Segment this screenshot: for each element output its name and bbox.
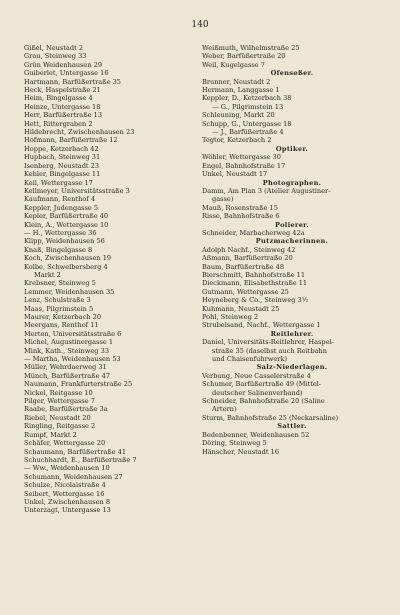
directory-entry: Damm, Am Plan 3 (Atelier Augustiner- — [202, 186, 331, 195]
directory-entry: Ringling, Reitgasse 2 — [24, 422, 96, 431]
directory-entry: Kehler, Bingelgasse 11 — [24, 170, 101, 179]
directory-entry: Isenberg, Neustadt 23 — [24, 161, 100, 170]
directory-entry: — Martha, Weidenhausen 53 — [24, 355, 121, 364]
directory-entry: Klipp, Weidenhausen 56 — [24, 237, 105, 246]
directory-entry: Schumann, Weidenhausen 27 — [24, 472, 123, 481]
directory-entry: Kepler, Barfüßertraße 40 — [24, 212, 109, 221]
directory-entry: Tegtor, Ketzerbach 2 — [202, 136, 272, 145]
directory-entry: Münch, Barfüßertraße 47 — [24, 371, 110, 380]
directory-entry: Schulze, Nicolaistraße 4 — [24, 481, 106, 490]
directory-entry: Verbung, Neue Casselerstraße 4 — [202, 371, 311, 380]
directory-entry: Baum, Barfüßertraße 48 — [202, 262, 285, 271]
directory-entry: Heinze, Untergasse 18 — [24, 102, 101, 111]
directory-entry: Grün Weidenhausen 29 — [24, 60, 103, 69]
directory-entry: Herr, Barfüßertraße 13 — [24, 111, 103, 120]
directory-entry: Hoppe, Ketzerbach 42 — [24, 144, 99, 153]
directory-entry: Kuhmann, Neustadt 25 — [202, 304, 280, 313]
directory-entry: Bierschmitt, Bahnhofstraße 11 — [202, 270, 306, 279]
directory-entry: Kellmeyer, Universitätsstraße 3 — [24, 186, 130, 195]
directory-entry-continuation: straße 35 (daselbst auch Reitbahn — [212, 346, 327, 355]
directory-entry: Unterzagt, Untergasse 13 — [24, 506, 111, 515]
directory-entry: Heck, Haspelstraße 21 — [24, 86, 101, 95]
directory-entry: Naumann, Frankfurterstraße 25 — [24, 380, 133, 389]
directory-entry: Heyneberg & Co., Steinweg 3½ — [202, 296, 309, 305]
directory-entry: Mink, Kath., Steinweg 33 — [24, 346, 110, 355]
directory-entry: Wöhler, Wettergasse 30 — [202, 153, 281, 162]
directory-entry: Schäfer, Wettergasse 20 — [24, 439, 106, 448]
directory-entry: Adolph Nachf., Steinweg 42 — [202, 245, 296, 254]
directory-entry: Aßmann, Barfüßertraße 20 — [202, 254, 293, 263]
directory-entry: Mauß, Rosenstraße 15 — [202, 203, 278, 212]
directory-entry: Heim, Bingelgasse 4 — [24, 94, 93, 103]
directory-entry: Riebel, Neustadt 20 — [24, 413, 91, 422]
page-number: 140 — [191, 20, 209, 30]
section-heading: Reitlehrer. — [270, 329, 314, 338]
directory-entry-continuation: deutscher Salinenverband) — [212, 388, 303, 397]
directory-entry: Bedenbenner, Weidenhausen 52 — [202, 430, 310, 439]
directory-entry: Döring, Steinweg 5 — [202, 439, 267, 448]
left-column — [24, 44, 194, 515]
directory-entry: Sturm, Bahnhofstraße 25 (Neckarsaline) — [202, 413, 339, 422]
directory-entry: Keppler, Judengasse 5 — [24, 203, 99, 212]
directory-entry: Hildebrecht, Zwischenhausen 23 — [24, 128, 135, 137]
directory-entry: Schleuning, Markt 20 — [202, 111, 275, 120]
directory-entry: Pilger, Wettergasse 7 — [24, 397, 96, 406]
directory-entry: Hartmann, Barfüßertraße 35 — [24, 77, 121, 86]
directory-entry-continuation: — G., Pilgrimstein 13 — [212, 102, 284, 111]
directory-entry: Krebsner, Steinweg 5 — [24, 279, 96, 288]
directory-entry: Hupbach, Steinweg 31 — [24, 153, 101, 162]
directory-entry: Weißmuth, Wilhelmstraße 25 — [202, 44, 300, 52]
directory-entry: Klein, A., Wettergasse 10 — [24, 220, 109, 229]
directory-entry: Schuchhardt, E., Barfüßertraße 7 — [24, 455, 137, 464]
directory-entry: Schumer, Barfüßertraße 49 (Mittel- — [202, 380, 322, 389]
directory-entry: Merten, Universitätsstraße 6 — [24, 329, 122, 338]
directory-entry: Meergans, Renthof 11 — [24, 321, 99, 330]
directory-entry: Brunner, Neustadt 2 — [202, 77, 271, 86]
section-heading: Photographen. — [262, 178, 322, 187]
directory-entry: Gutmann, Wettergasse 25 — [202, 287, 289, 296]
directory-entry: Knaß, Bingelgasse 8 — [24, 245, 93, 254]
directory-entry: — Ww., Weidenhausen 10 — [24, 464, 110, 473]
directory-entry: Guiberlet, Untergasse 16 — [24, 69, 109, 78]
directory-entry: Kaufmann, Renthof 4 — [24, 195, 96, 204]
directory-entry: Strubelsand, Nachf., Wettergasse 1 — [202, 321, 321, 330]
directory-entry: Schneider, Marbacherweg 42a — [202, 228, 305, 237]
section-heading: Putzmacherinnen. — [255, 237, 329, 246]
right-column — [202, 44, 382, 456]
directory-entry: Hermann, Langgasse 1 — [202, 86, 280, 95]
directory-entry: Pohl, Steinweg 2 — [202, 313, 259, 321]
directory-entry-continuation: Artern) — [212, 405, 237, 414]
directory-entry-continuation: und Chaisenfuhrwerk) — [212, 355, 288, 364]
directory-entry: — H., Wettergasse 36 — [24, 228, 97, 237]
directory-entry: Nickel, Reitgasse 10 — [24, 388, 93, 397]
directory-entry: Engel, Bahnhofstraße 17 — [202, 161, 286, 170]
directory-entry: Daniel, Universitäts-Reitlehrer, Haspel- — [202, 338, 334, 347]
directory-entry: Lemmer, Weidenhausen 35 — [24, 287, 115, 296]
directory-entry: Grau, Steinweg 33 — [24, 52, 87, 61]
directory-entry: Schaumann, Barfüßertraße 41 — [24, 447, 127, 456]
section-heading: Ofenseßer. — [270, 69, 314, 78]
directory-entry-continuation: — J., Barfüßertraße 4 — [212, 128, 284, 137]
directory-entry: Maas, Pilgrimstein 5 — [24, 304, 94, 313]
section-heading: Sattler. — [277, 422, 307, 431]
directory-entry: Kolbe, Schwelbersberg 4 — [24, 262, 108, 271]
directory-entry: Unkel, Neustadt 17 — [202, 170, 268, 179]
directory-entry: Keil, Wettergasse 17 — [24, 178, 93, 187]
directory-entry: Michel, Augustinergasse 1 — [24, 338, 114, 347]
directory-entry: Hett, Rittergraben 2 — [24, 119, 93, 128]
directory-entry: Koch, Zwischenhausen 19 — [24, 254, 112, 263]
directory-entry: Hänscher, Neustadt 16 — [202, 447, 280, 456]
directory-entry: Dieckmann, Elisabethstraße 11 — [202, 279, 308, 288]
directory-entry: Gißel, Neustadt 2 — [24, 44, 84, 52]
directory-entry-continuation: gasse) — [212, 195, 234, 204]
directory-entry: Schneider, Bahnhofstraße 20 (Saline — [202, 397, 325, 406]
directory-entry: Markt 2 — [34, 270, 61, 279]
section-heading: Optiker. — [275, 144, 309, 153]
directory-entry: Risse, Bahnhofstraße 6 — [202, 212, 280, 221]
directory-entry: Hofmann, Barfüßertraße 12 — [24, 136, 118, 145]
directory-entry: Müller, Wehrdaerweg 31 — [24, 363, 107, 372]
directory-entry: Lenz, Schulstraße 3 — [24, 296, 91, 305]
directory-entry: Schupp, G., Untergasse 18 — [202, 119, 292, 128]
directory-entry: Keppler, D., Ketzerbach 38 — [202, 94, 292, 103]
directory-entry: Seibert, Wettergasse 16 — [24, 489, 105, 498]
directory-entry: Rumpf, Markt 2 — [24, 430, 77, 439]
directory-entry: Maurer, Ketzerbach 20 — [24, 313, 102, 321]
section-heading: Salz-Niederlagen. — [256, 363, 328, 372]
directory-entry: Raabe, Barfüßertraße 3a — [24, 405, 108, 414]
directory-entry: Weber, Barfüßertraße 20 — [202, 52, 286, 61]
section-heading: Polierer. — [275, 220, 309, 229]
directory-entry: Weil, Kugelgasse 7 — [202, 60, 265, 69]
directory-entry: Unkel, Zwischenhausen 8 — [24, 497, 111, 506]
